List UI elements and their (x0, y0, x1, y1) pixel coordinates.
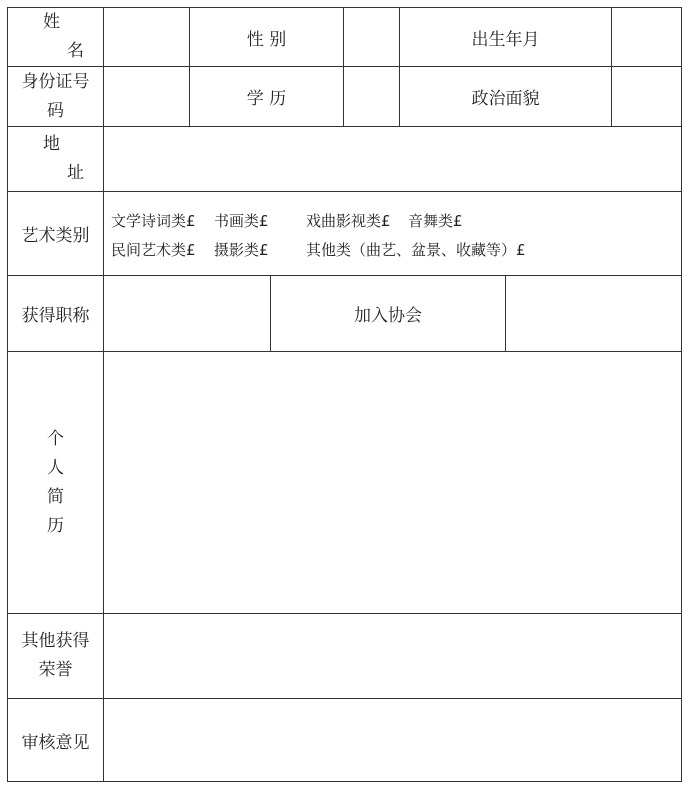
review-opinion-label: 审核意见 (21, 732, 90, 753)
address-label-char: 址 (67, 163, 84, 183)
name-label-char: 姓 (43, 12, 60, 32)
gender-label: 性 别 (246, 29, 287, 50)
address-label (8, 127, 103, 191)
id-number-label-line: 码 (47, 100, 64, 121)
education-field[interactable] (344, 67, 399, 126)
other-honors-label-line: 其他获得 (21, 631, 90, 651)
education-label: 学 历 (246, 89, 287, 109)
name-field[interactable] (104, 8, 189, 66)
resume-field[interactable] (104, 352, 681, 613)
art-category-options (104, 192, 681, 275)
political-status-field[interactable] (612, 67, 681, 126)
birth-date-label: 出生年月 (471, 29, 540, 50)
art-option-literature[interactable]: 文学诗词类£ (111, 212, 196, 230)
id-number-label (8, 67, 103, 126)
association-label: 加入协会 (354, 306, 422, 326)
other-honors-label (8, 614, 103, 698)
art-option-photography[interactable]: 摄影类£ (214, 241, 269, 259)
id-number-label-line: 身份证号 (21, 71, 90, 92)
art-category-label: 艺术类别 (21, 226, 90, 246)
resume-label-char: 简 (47, 486, 64, 507)
professional-title-label: 获得职称 (21, 306, 90, 326)
political-status-label: 政治面貌 (471, 89, 540, 109)
id-number-field[interactable] (104, 67, 189, 126)
name-label (8, 8, 103, 66)
resume-label-char: 个 (47, 428, 64, 449)
review-opinion-field[interactable] (104, 699, 681, 781)
address-field[interactable] (104, 127, 681, 191)
resume-label-char: 历 (47, 515, 64, 536)
address-label-char: 地 (43, 134, 60, 154)
art-option-other[interactable]: 其他类（曲艺、盆景、收藏等）£ (306, 241, 526, 259)
resume-label (8, 352, 103, 613)
art-option-opera-film[interactable]: 戏曲影视类£ (306, 212, 391, 230)
registration-form (7, 7, 682, 782)
resume-label-char: 人 (47, 457, 64, 478)
art-option-painting[interactable]: 书画类£ (214, 212, 269, 230)
art-option-folk-art[interactable]: 民间艺术类£ (111, 241, 196, 259)
art-option-music-dance[interactable]: 音舞类£ (408, 212, 463, 230)
other-honors-field[interactable] (104, 614, 681, 698)
professional-title-field[interactable] (104, 276, 270, 351)
gender-field[interactable] (344, 8, 399, 66)
other-honors-label-line: 荣誉 (38, 660, 73, 680)
name-label-char: 名 (67, 41, 84, 61)
birth-date-field[interactable] (612, 8, 681, 66)
association-field[interactable] (506, 276, 681, 351)
